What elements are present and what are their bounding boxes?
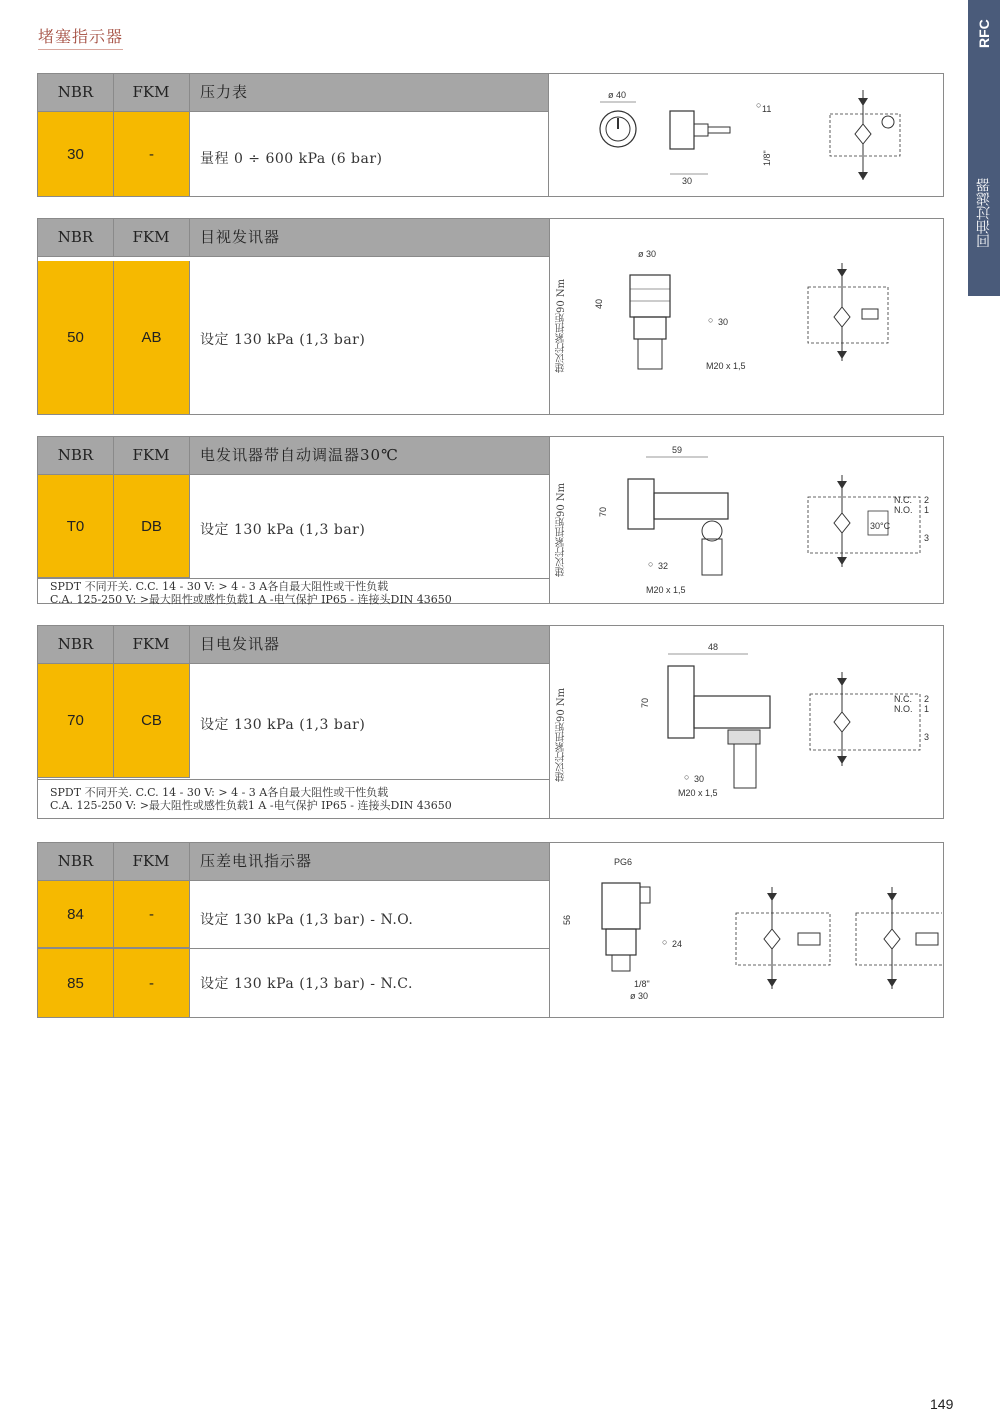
- svg-text:○: ○: [708, 315, 714, 325]
- torque-note: 建议拧紧扭矩90 Nm: [556, 482, 567, 577]
- fkm-header: FKM: [113, 843, 190, 880]
- series-code: RFC: [976, 19, 992, 49]
- nbr-code: 70: [38, 664, 114, 778]
- indicator-block-electrical: [37, 625, 944, 819]
- elec-hex-label: 32: [658, 561, 669, 571]
- elec-thread-label: M20 x 1,5: [646, 585, 686, 595]
- block-header: [38, 219, 549, 257]
- nbr-header: NBR: [38, 843, 114, 880]
- indicator-block-differential: [37, 842, 944, 1018]
- elec2-width-label: 48: [708, 642, 719, 652]
- indicator-block-visual: [37, 218, 944, 415]
- note-line: SPDT 不同开关. C.C. 14 - 30 V: > 4 - 3 A各自最大阻性或干性负载: [50, 786, 389, 799]
- nbr-code: 50: [38, 261, 114, 415]
- indicator-name: 目电发讯器: [200, 635, 281, 653]
- diff-diameter-label: ø 30: [630, 991, 649, 1001]
- column-divider: [549, 219, 550, 414]
- page-title: 堵塞指示器: [38, 24, 123, 50]
- note-line: C.A. 125-250 V: >最大阻性或感性负载1 A -电气保护 IP65 - 连接头DIN 43650: [50, 593, 452, 606]
- nbr-code: 30: [38, 112, 114, 197]
- column-divider: [549, 437, 550, 603]
- diff-height-label: 56: [562, 914, 572, 925]
- gauge-width-label: 30: [682, 176, 693, 186]
- pin-1-label: 1: [924, 505, 930, 515]
- indicator-block-pressure-gauge: [37, 73, 944, 197]
- visual-diameter-label: ø 30: [638, 249, 657, 259]
- setting-description: 设定 130 kPa (1,3 bar) - N.C.: [200, 976, 413, 992]
- setting-description: 设定 130 kPa (1,3 bar) - N.O.: [200, 912, 414, 928]
- nbr-code: 85: [38, 949, 114, 1018]
- fkm-code: DB: [114, 475, 190, 578]
- fkm-code: -: [114, 949, 190, 1018]
- pressure-gauge-drawing: [578, 84, 938, 194]
- block-header: [38, 437, 549, 475]
- note-divider: [38, 779, 549, 780]
- nbr-header: NBR: [38, 74, 114, 111]
- nc-label: N.C.: [894, 694, 912, 704]
- elec2-height-label: 70: [640, 697, 650, 708]
- svg-text:○: ○: [662, 937, 668, 947]
- fkm-header: FKM: [113, 626, 190, 663]
- indicator-name: 压差电讯指示器: [200, 852, 313, 870]
- fkm-code: AB: [114, 261, 190, 415]
- indicator-name: 压力表: [200, 83, 249, 101]
- pin-1-label: 1: [924, 704, 930, 714]
- section-side-tab: [968, 0, 1000, 296]
- thermo-label: 30°C: [870, 521, 891, 531]
- fkm-code: -: [114, 112, 190, 197]
- no-label: N.O.: [894, 505, 913, 515]
- fkm-header: FKM: [113, 219, 190, 256]
- setting-description: 设定 130 kPa (1,3 bar): [200, 522, 366, 538]
- block-header: [38, 843, 549, 881]
- column-divider: [549, 626, 550, 818]
- nbr-header: NBR: [38, 437, 114, 474]
- nbr-header: NBR: [38, 219, 114, 256]
- pin-3-label: 3: [924, 732, 930, 742]
- visual-thread-label: M20 x 1,5: [706, 361, 746, 371]
- block-header: [38, 74, 549, 112]
- note-line: SPDT 不同开关. C.C. 14 - 30 V: > 4 - 3 A各自最大阻性或干性负载: [50, 580, 389, 593]
- svg-text:○: ○: [756, 100, 762, 110]
- electrical-note: [50, 580, 452, 606]
- block-header: [38, 626, 549, 664]
- elec2-hex-label: 30: [694, 774, 705, 784]
- fkm-header: FKM: [113, 437, 190, 474]
- diff-connector-label: PG6: [614, 857, 633, 867]
- visual-indicator-drawing: [588, 239, 908, 409]
- nc-label: N.C.: [894, 495, 912, 505]
- nbr-header: NBR: [38, 626, 114, 663]
- elec-height-label: 70: [598, 506, 608, 517]
- no-label: N.O.: [894, 704, 913, 714]
- visual-height-label: 40: [594, 298, 604, 309]
- svg-text:○: ○: [684, 772, 690, 782]
- gauge-hex-label: 11: [762, 104, 772, 114]
- diff-hex-label: 24: [672, 939, 683, 949]
- gauge-diameter-label: ø 40: [608, 90, 627, 100]
- column-divider: [548, 74, 549, 196]
- electrical-indicator-drawing: [588, 638, 938, 808]
- pin-3-label: 3: [924, 533, 930, 543]
- fkm-header: FKM: [113, 74, 190, 111]
- note-line: C.A. 125-250 V: >最大阻性或感性负载1 A -电气保护 IP65 - 连接头DIN 43650: [50, 799, 452, 812]
- note-divider: [38, 578, 549, 579]
- pin-2-label: 2: [924, 495, 930, 505]
- gauge-thread-label: 1/8": [762, 150, 772, 166]
- indicator-name: 目视发讯器: [200, 228, 281, 246]
- setting-description: 设定 130 kPa (1,3 bar): [200, 332, 366, 348]
- torque-note: 建议拧紧扭矩90 Nm: [556, 278, 567, 373]
- nbr-code: T0: [38, 475, 114, 578]
- setting-description: 设定 130 kPa (1,3 bar): [200, 717, 366, 733]
- electrical-thermostat-drawing: [588, 441, 938, 601]
- fkm-code: -: [114, 881, 190, 948]
- fkm-code: CB: [114, 664, 190, 778]
- page-number: 149: [930, 1396, 954, 1412]
- indicator-name: 电发讯器带自动调温器30℃: [200, 446, 399, 464]
- series-name: 回油过滤器: [976, 178, 992, 248]
- elec-width-label: 59: [672, 445, 683, 455]
- svg-text:○: ○: [648, 559, 654, 569]
- nbr-code: 84: [38, 881, 114, 948]
- visual-hex-label: 30: [718, 317, 729, 327]
- pin-2-label: 2: [924, 694, 930, 704]
- torque-note: 建议拧紧扭矩90 Nm: [556, 687, 567, 782]
- differential-indicator-drawing: [550, 853, 942, 1013]
- indicator-block-electrical-thermostat: [37, 436, 944, 604]
- diff-thread-label: 1/8": [634, 979, 650, 989]
- setting-description: 量程 0 ÷ 600 kPa (6 bar): [200, 151, 383, 167]
- elec2-thread-label: M20 x 1,5: [678, 788, 718, 798]
- electrical-note: [50, 786, 452, 812]
